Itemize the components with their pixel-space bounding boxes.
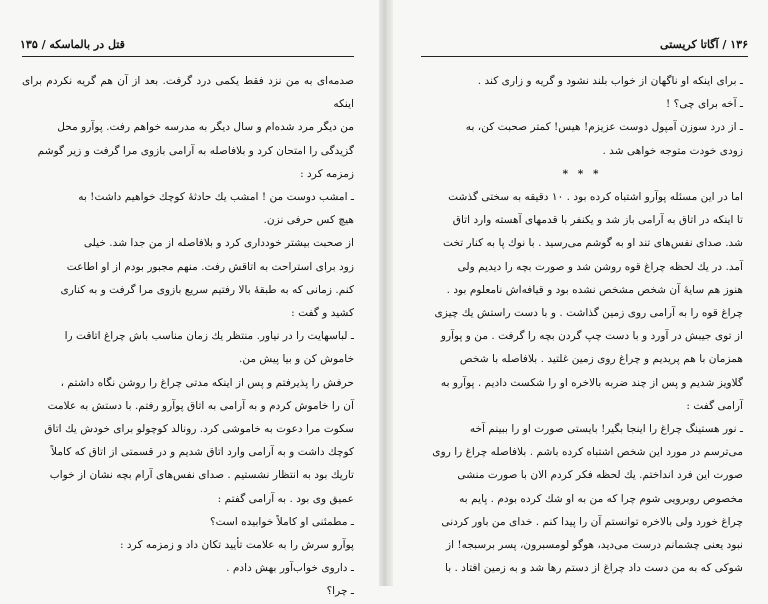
text-line: آمد. در یك لحظه چراغ قوه روشن شد و صورت بچه را دیدیم ولی	[457, 260, 743, 273]
text-line: ـ آخه برای چی؟ !	[665, 98, 743, 111]
text-line: گزیدگی را امتحان کرد و بلافاصله به آرامی بازوی مرا گرفت و زیر گوشم	[37, 144, 354, 157]
text-line: ـ لباسهایت را در نیاور. منتظر یك زمان مناسب باش چراغ اتاقت را	[64, 330, 354, 343]
text-line: ـ چرا؟	[326, 585, 354, 598]
text-line: کشید و گفت :	[291, 307, 354, 320]
text-line: ـ امشب دوست من ! امشب یك حادثهٔ کوچك خواهیم داشت! به	[78, 191, 354, 204]
text-line: از توی جیبش در آورد و با دست چپ گردن بچه را گرفت . من و پوآرو	[440, 330, 743, 343]
text-line: تا اینکه در اتاق به آرامی باز شد و یکنفر با قدمهای آهسته وارد اتاق	[452, 214, 743, 227]
right-header-rule	[421, 56, 748, 57]
left-page-header: قتل در بالماسکه / ۱۳۵	[20, 38, 125, 51]
text-line: ـ نور هستینگ چراغ را اینجا بگیر! بایستی صورت او را ببینم آخه	[469, 423, 743, 436]
text-line: حرفش را پذیرفتم و پس از اینکه مدتی چراغ را روشن نگاه داشتم ،	[60, 376, 354, 389]
text-line: شد. صدای نفس‌های تند او به گوشم می‌رسید . با نوك پا به کنار تخت	[442, 237, 743, 250]
right-page-body	[421, 70, 743, 580]
text-line: می‌ترسم در مورد این شخص اشتباه کرده باشم . بلافاصله چراغ را روی	[432, 446, 743, 459]
text-line: آن را خاموش کردم و به آرامی به اتاق پوآرو رفتم. با دستش به علامت	[47, 399, 354, 412]
text-line: زمزمه کرد :	[300, 167, 354, 180]
book-gutter	[379, 0, 393, 586]
text-line: عمیق وی بود . به آرامی گفتم :	[217, 492, 354, 505]
text-line: ـ داروی خواب‌آور بهش دادم .	[226, 562, 354, 575]
text-line: پوآرو سرش را به علامت تأیید تکان داد و زمزمه کرد :	[119, 539, 354, 552]
text-line: ـ مطمئنی او کاملاً خوابیده است؟	[209, 515, 354, 528]
text-line: زودی خودت متوجه خواهی شد .	[602, 144, 743, 157]
text-line: نبود یعنی چشمانم درست می‌دید، هوگو لومسبرون، پسر برسبجه! از	[445, 539, 743, 552]
text-line: کوچك داشت و به آرامی وارد اتاق شدیم و در قسمتی از اتاق که کاملاً	[51, 446, 354, 459]
text-line: صدمه‌ای به من نزد فقط یکمی درد گرفت. بعد از آن هم گریه نکردم برای اینکه	[22, 75, 354, 111]
section-break: * * *	[562, 167, 602, 180]
text-line: مخصوص روبرویی شوم چرا که من به او شك کرده بودم . پایم به	[459, 492, 743, 505]
text-line: از صحبت بیشتر خودداری کرد و بلافاصله از من جدا شد. خیلی	[83, 237, 354, 250]
text-line: خاموش کن و بیا پیش من.	[238, 353, 354, 366]
text-line: ـ برای اینکه او ناگهان از خواب بلند نشود و گریه و زاری کند .	[477, 75, 743, 87]
left-page-body	[22, 70, 354, 604]
left-header-rule	[22, 56, 354, 57]
text-line: ـ از درد سوزن آمپول دوست عزیزم! هیس! کمتر صحبت کن، به	[465, 121, 743, 134]
text-line: چراغ قوه را به آرامی روی زمین گذاشت . و با دست راستش یك چیزی	[434, 307, 743, 320]
text-line: تاریك بود به انتظار نشستیم . صدای نفس‌های آرام بچه نشان از خواب	[49, 469, 354, 482]
text-line: آرامی گفت :	[686, 399, 743, 412]
text-line: همزمان با هم پریدیم و چراغ روی زمین غلتید . بلافاصله با شخص	[459, 353, 743, 366]
text-line: شوکی که به من دست داد چراغ از دستم رها شد و به زمین افتاد . با	[445, 562, 743, 575]
text-line: اما در این مسئله پوآرو اشتباه کرده بود . ۱۰ دقیقه به سختی گذشت	[448, 191, 743, 204]
text-line: چراغ خورد ولی بالاخره توانستم آن را پیدا کنم . خدای من باور کردنی	[441, 515, 743, 528]
text-line: من دیگر مرد شده‌ام و سال دیگر به مدرسه خواهم رفت. پوآرو محل	[57, 121, 354, 134]
left-page	[0, 0, 379, 598]
right-page-header: ۱۳۶ / آگاتا کریستی	[660, 38, 748, 51]
text-line: سکوت مرا دعوت به خاموشی کرد. رونالد کوچولو برای خودش یك اتاق	[44, 423, 354, 436]
text-line: گلاویز شدیم و پس از چند ضربه بالاخره او را شکست دادیم . پوآرو به	[440, 376, 743, 389]
text-line: کنم. زمانی که به طبقهٔ بالا رفتیم سریع بازوی مرا گرفت و به کناری	[60, 283, 354, 296]
text-line: هنوز هم سایهٔ آن شخص مشخص نشده بود و قیافه‌اش نامعلوم بود .	[446, 283, 743, 296]
right-page	[393, 0, 768, 586]
text-line: صورت این فرد انداختم. یك لحظه فکر کردم الان با صورت منشی	[457, 469, 743, 482]
text-line: زود برای استراحت به اتاقش رفت. منهم مجبور بودم از او اطاعت	[66, 260, 354, 273]
text-line: هیچ کس حرفی نزن.	[263, 214, 354, 227]
